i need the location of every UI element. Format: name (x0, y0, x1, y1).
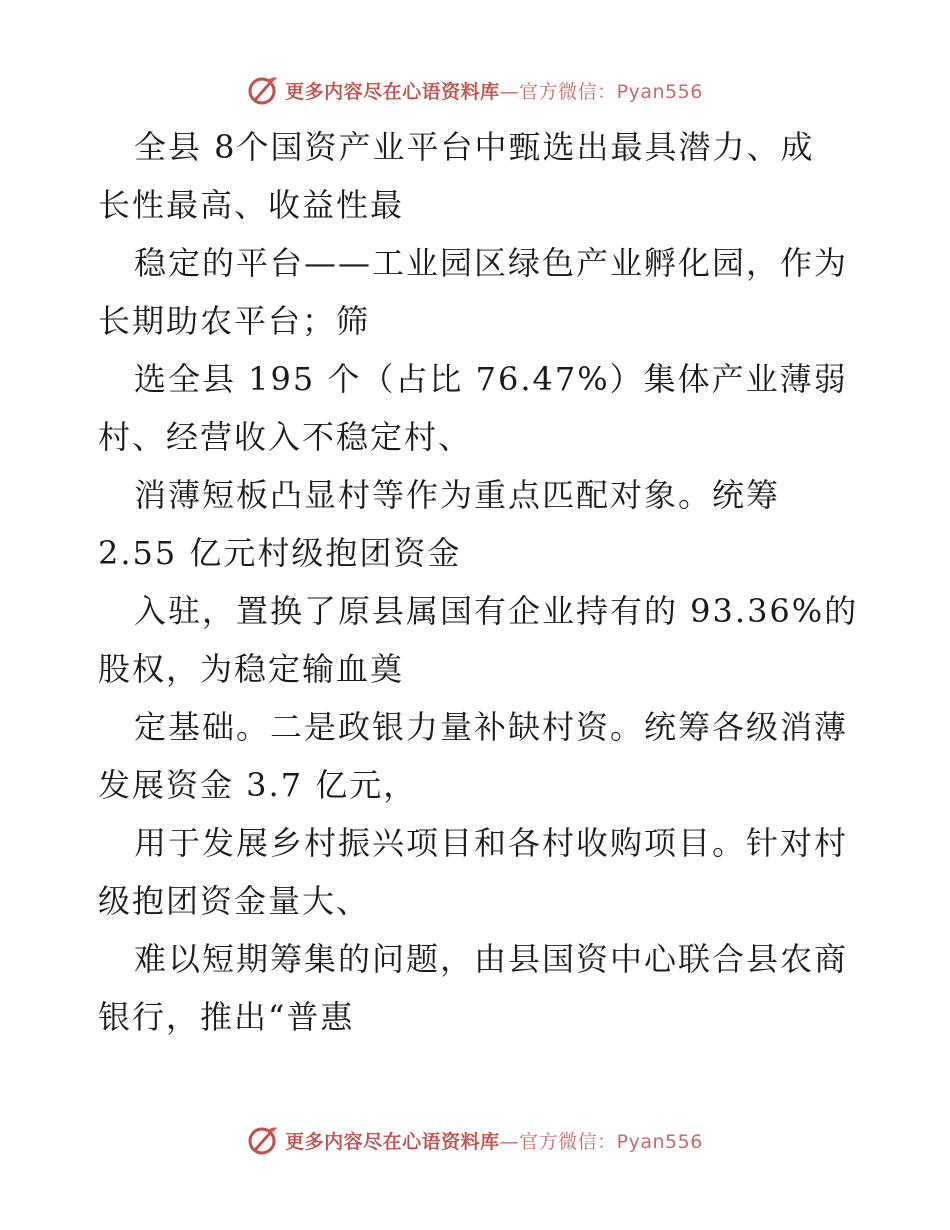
text-line: 定基础。二是政银力量补缺村资。统筹各级消薄 (134, 708, 849, 746)
text-line: 消薄短板凸显村等作为重点匹配对象。统筹 (134, 476, 781, 514)
text-line: 全县 8个国资产业平台中甄选出最具潜力、成 (134, 128, 815, 166)
quill-logo-icon (247, 74, 279, 106)
watermark-contact: —官方微信：Pyan556 (499, 1130, 703, 1153)
footer-watermark (0, 1120, 950, 1160)
text-line: 用于发展乡村振兴项目和各村收购项目。针对村 (134, 824, 849, 862)
document-body (98, 118, 858, 1046)
quill-logo-icon (247, 1124, 279, 1156)
text-line: 长性最高、收益性最 (98, 186, 405, 224)
text-line: 银行，推出“普惠 (98, 998, 355, 1036)
text-line: 发展资金 3.7 亿元， (98, 766, 418, 804)
text-line: 村、经营收入不稳定村、 (98, 418, 473, 456)
text-line: 选全县 195 个（占比 76.47%）集体产业薄弱 (134, 360, 848, 398)
text-line: 长期助农平台；筛 (98, 302, 371, 340)
text-line: 稳定的平台——工业园区绿色产业孵化园，作为 (134, 244, 849, 282)
text-line: 股权，为稳定输血奠 (98, 650, 405, 688)
text-line: 入驻，置换了原县属国有企业持有的 93.36%的 (134, 592, 859, 630)
watermark-contact: —官方微信：Pyan556 (499, 80, 703, 103)
text-line: 难以短期筹集的问题，由县国资中心联合县农商 (134, 940, 849, 978)
text-line: 2.55 亿元村级抱团资金 (98, 534, 462, 572)
watermark-brand: 更多内容尽在心语资料库 (285, 1130, 500, 1153)
text-line: 级抱团资金量大、 (98, 882, 371, 920)
watermark-text (285, 77, 703, 104)
watermark-brand: 更多内容尽在心语资料库 (285, 80, 500, 103)
header-watermark (0, 70, 950, 110)
watermark-text (285, 1127, 703, 1154)
